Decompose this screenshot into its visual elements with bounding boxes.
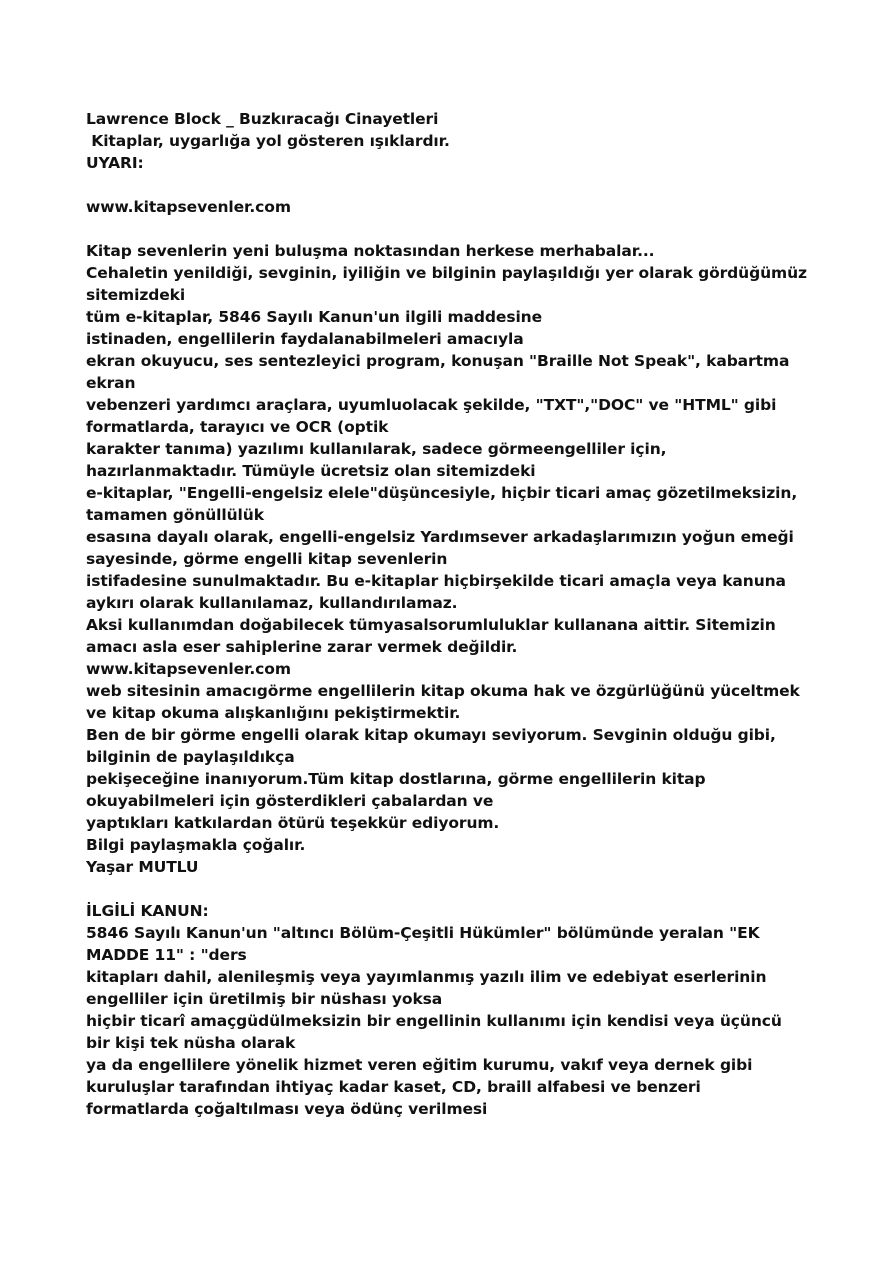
- notice-line: istifadesine sunulmaktadır. Bu e-kitaplar hiçbirşekilde ticari amaçla veya kanuna aykırı olarak kullanılamaz, kullandırılamaz.: [86, 572, 792, 612]
- notice-line: tüm e-kitaplar, 5846 Sayılı Kanun'un ilgili maddesine: [86, 308, 543, 326]
- law-line: ya da engellilere yönelik hizmet veren eğitim kurumu, vakıf veya dernek gibi kuruluşlar tarafından ihtiyaç kadar kaset, CD, braill alfabesi ve benzeri formatlarda çoğaltılması veya ödünç verilmesi: [86, 1056, 758, 1118]
- law-line: kitapları dahil, alenileşmiş veya yayımlanmış yazılı ilim ve edebiyat eserlerinin engelliler için üretilmiş bir nüshası yoksa: [86, 968, 772, 1008]
- notice-line: e-kitaplar, "Engelli-engelsiz elele"düşüncesiyle, hiçbir ticari amaç gözetilmeksizin, tamamen gönüllülük: [86, 484, 803, 524]
- notice-line: karakter tanıma) yazılımı kullanılarak, sadece görmeengelliler için, hazırlanmaktadır. Tümüyle ücretsiz olan sitemizdeki: [86, 440, 672, 480]
- notice-site-url: www.kitapsevenler.com: [86, 660, 291, 678]
- signature-name: Yaşar MUTLU: [86, 858, 199, 876]
- law-line: 5846 Sayılı Kanun'un "altıncı Bölüm-Çeşitli Hükümler" bölümünde yeralan "EK MADDE 11" : "ders: [86, 924, 765, 964]
- notice-line: ekran okuyucu, ses sentezleyici program, konuşan "Braille Not Speak", kabartma ekran: [86, 352, 795, 392]
- notice-line: Bilgi paylaşmakla çoğalır.: [86, 836, 306, 854]
- law-heading: İLGİLİ KANUN:: [86, 902, 209, 920]
- document-page: [86, 108, 813, 1120]
- notice-line: Ben de bir görme engelli olarak kitap okumayı seviyorum. Sevginin olduğu gibi, bilginin de paylaşıldıkça: [86, 726, 782, 766]
- notice-line: ve kitap okuma alışkanlığını pekiştirmektir.: [86, 704, 461, 722]
- notice-line: vebenzeri yardımcı araçlara, uyumluolacak şekilde, "TXT","DOC" ve "HTML" gibi formatlarda, tarayıcı ve OCR (optik: [86, 396, 782, 436]
- motto-line: Kitaplar, uygarlığa yol gösteren ışıklardır.: [86, 132, 450, 150]
- notice-line: Kitap sevenlerin yeni buluşma noktasından herkese merhabalar...: [86, 242, 655, 260]
- notice-line: Cehaletin yenildiği, sevginin, iyiliğin ve bilginin paylaşıldığı yer olarak gördüğümüz sitemizdeki: [86, 264, 813, 304]
- document-title: Lawrence Block _ Buzkıracağı Cinayetleri: [86, 110, 439, 128]
- notice-line: Aksi kullanımdan doğabilecek tümyasalsorumluluklar kullanana aittir. Sitemizin amacı asla eser sahiplerine zarar vermek değildir.: [86, 616, 781, 656]
- law-line: hiçbir ticarî amaçgüdülmeksizin bir engellinin kullanımı için kendisi veya üçüncü bir kişi tek nüsha olarak: [86, 1012, 788, 1052]
- notice-line: yaptıkları katkılardan ötürü teşekkür ediyorum.: [86, 814, 500, 832]
- notice-line: pekişeceğine inanıyorum.Tüm kitap dostlarına, görme engellilerin kitap okuyabilmeleri için gösterdikleri çabalardan ve: [86, 770, 711, 810]
- spacer: [86, 878, 808, 900]
- site-url: www.kitapsevenler.com: [86, 198, 291, 216]
- notice-line: esasına dayalı olarak, engelli-engelsiz Yardımsever arkadaşlarımızın yoğun emeği sayesinde, görme engelli kitap sevenlerin: [86, 528, 800, 568]
- notice-line: istinaden, engellilerin faydalanabilmeleri amacıyla: [86, 330, 524, 348]
- warning-label: UYARI:: [86, 154, 144, 172]
- notice-line: web sitesinin amacıgörme engellilerin kitap okuma hak ve özgürlüğünü yüceltmek: [86, 682, 800, 700]
- spacer: [86, 218, 808, 240]
- spacer: [86, 174, 808, 196]
